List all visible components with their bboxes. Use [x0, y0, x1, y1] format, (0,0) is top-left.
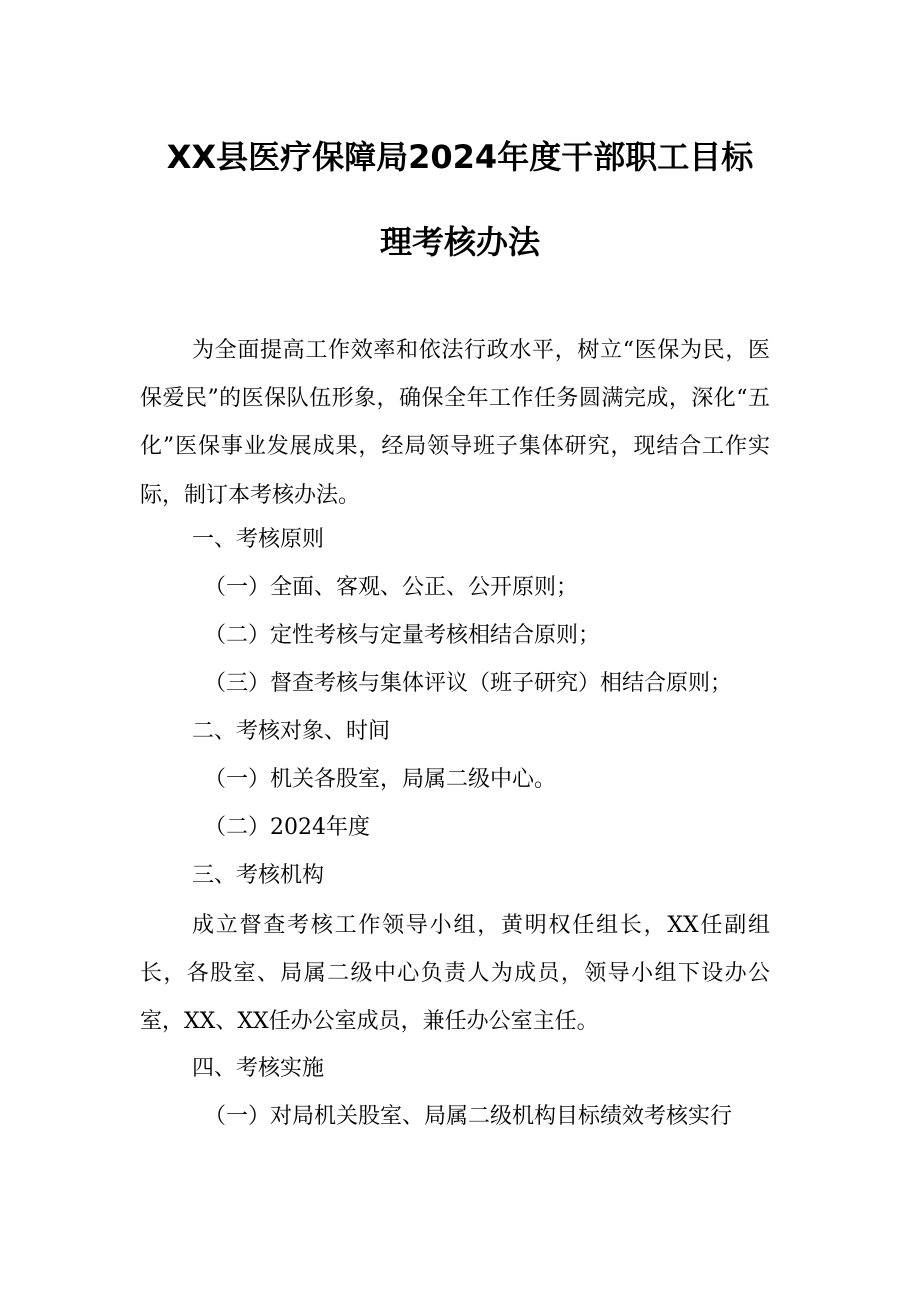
intro-paragraph-block — [140, 327, 770, 520]
principle-item-3: （三）督查考核与集体评议（班子研究）相结合原则； — [204, 671, 733, 696]
implementation-item-1: （一）对局机关股室、局属二级机构目标绩效考核实行 — [204, 1104, 733, 1129]
section-heading-targets: 二、考核对象、时间 — [192, 719, 391, 744]
section-heading-implementation: 四、考核实施 — [192, 1056, 325, 1081]
document-title-line-2: 理考核办法 — [379, 223, 540, 261]
section-heading-principles: 一、考核原则 — [192, 527, 325, 552]
document-title-line-1: XX县医疗保障局2024年度干部职工目标 — [166, 138, 754, 176]
principle-item-2: （二）定性考核与定量考核相结合原则； — [204, 623, 601, 648]
section-heading-organization: 三、考核机构 — [192, 863, 325, 888]
intro-paragraph: 为全面提高工作效率和依法行政水平，树立“医保为民，医保爱民”的医保队伍形象，确保全年工作任务圆满完成，深化“五化”医保事业发展成果，经局领导班子集体研究，现结合工作实际，制订本考核办法。 — [140, 338, 770, 508]
target-item-1: （一）机关各股室，局属二级中心。 — [204, 767, 557, 792]
target-item-2: （二）2024年度 — [204, 815, 370, 840]
principle-item-1: （一）全面、客观、公正、公开原则； — [204, 575, 579, 600]
organization-paragraph-block — [140, 902, 770, 1047]
organization-paragraph: 成立督查考核工作领导小组，黄明权任组长，XX任副组长，各股室、局属二级中心负责人为成员，领导小组下设办公室，XX、XX任办公室成员，兼任办公室主任。 — [140, 913, 770, 1035]
